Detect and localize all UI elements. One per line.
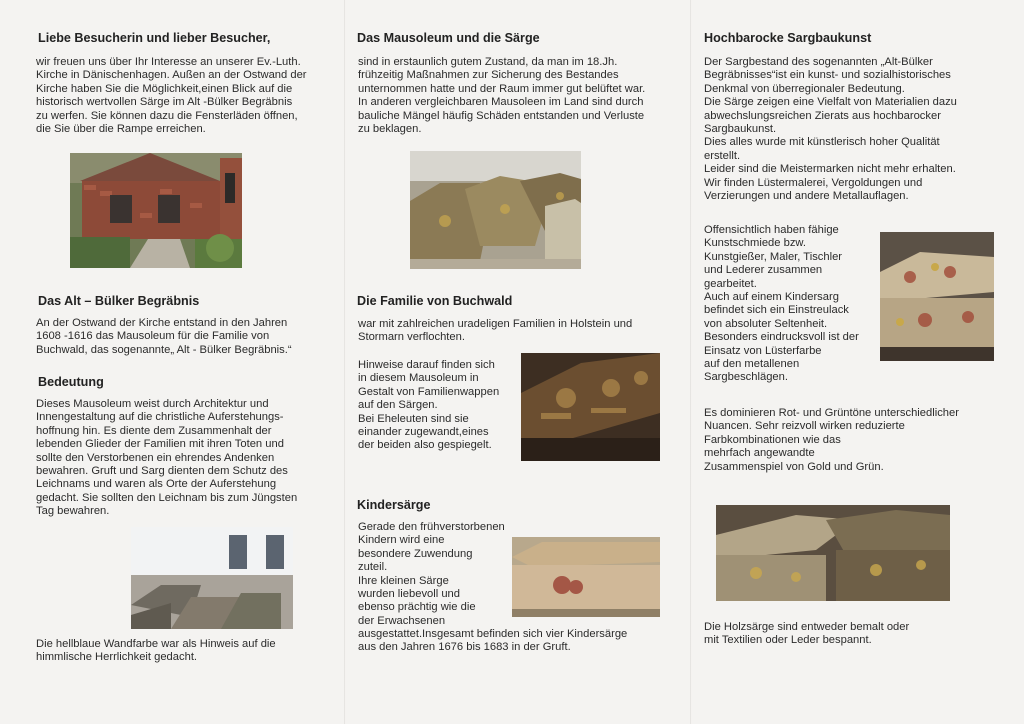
children-coffins-text: Gerade den frühverstorbenen Kindern wird eine besondere Zuwendung zuteil. Ihre kleinen Särge wurden liebevoll und ebenso prächtig wie die der Erwachsenen	[358, 521, 505, 627]
greeting-text: wir freuen uns über Ihr Interesse an unserer Ev.-Luth. Kirche in Dänischenhagen. Außen an der Ostwand der Kirche haben Sie die Möglichkeit,einen Blick auf die historisch wertvollen Särge im Alt -Bülker Begräbnis zu werfen. Sie können dazu die Fensterläden öffnen, die Sie über die Rampe erreichen.	[36, 56, 307, 136]
family-heading: Die Familie von Buchwald	[357, 294, 513, 308]
children-coffins-heading: Kindersärge	[357, 498, 431, 512]
hochbarock-heading: Hochbarocke Sargbaukunst	[704, 31, 872, 45]
coffins-row-photo	[716, 505, 950, 601]
mausoleum-heading: Das Mausoleum und die Särge	[357, 31, 540, 45]
hochbarock-text: Der Sargbestand des sogenannten „Alt-Bülker Begräbnisses“ist ein kunst- und sozialhistorisches Denkmal von überregionaler Bedeutung. Die Särge zeigen eine Vielfalt von Materialien dazu abwechslungsreichen Zierats aus hochbarocker Sargbaukunst. Dies alles wurde mit künstlerisch hoher Qualität erstellt. Leider sind die Meistermarken nicht mehr erhalten. Wir finden Lüstermalerei, Vergoldungen und Verzierungen und andere Metallauflagen.	[704, 56, 957, 203]
greeting-heading: Liebe Besucherin und lieber Besucher,	[38, 31, 271, 45]
coat-of-arms-photo	[521, 353, 660, 461]
child-coffin-photo	[512, 537, 660, 617]
image-caption-right: Die Holzsärge sind entweder bemalt oder mit Textilien oder Leder bespannt.	[704, 621, 910, 647]
lacquered-coffin-photo	[880, 232, 994, 361]
craftsmen-text: Offensichtlich haben fähige Kunstschmiede bzw. Kunstgießer, Maler, Tischler und Lederer zusammen gearbeitet. Auch auf einem Kindersarg befindet sich ein Einstreulack von absoluter Seltenheit. Besonders eindrucksvoll ist der Einsatz von Lüsterfarbe auf den metallenen Sargbeschlägen.	[704, 224, 859, 384]
panel-right	[692, 0, 1024, 724]
coffins-photo	[410, 151, 581, 269]
section-alt-buelker-heading: Das Alt – Bülker Begräbnis	[38, 294, 200, 308]
mausoleum-text: sind in erstaunlich gutem Zustand, da man im 18.Jh. frühzeitig Maßnahmen zur Sicherung des Bestandes unternommen hatte und der Raum immer gut belüftet war. In anderen vergleichbaren Mausoleen im Land sind durch bauliche Mängel häufig Schäden entstanden und Verluste zu beklagen.	[358, 56, 646, 136]
family-coats-text: Hinweise darauf finden sich in diesem Mausoleum in Gestalt von Familienwappen auf den Särgen. Bei Eheleuten sind sie einander zugewandt,eines der beiden also gespiegelt.	[358, 359, 500, 452]
section-alt-buelker-text: An der Ostwand der Kirche entstand in den Jahren 1608 -1616 das Mausoleum für die Familie von Buchwald, das sogenannte„ Alt - Bülker Begräbnis.“	[36, 317, 292, 356]
panel-left	[0, 0, 346, 724]
panel-middle	[346, 0, 692, 724]
children-coffins-text-end: ausgestattet.Insgesamt befinden sich vier Kindersärge aus den Jahren 1676 bis 1683 in der Gruft.	[358, 628, 628, 654]
section-bedeutung-heading: Bedeutung	[38, 375, 104, 389]
church-exterior-photo	[70, 153, 242, 268]
image-caption-left: Die hellblaue Wandfarbe war als Hinweis auf die himmlische Herrlichkeit gedacht.	[36, 638, 276, 664]
mausoleum-interior-photo	[131, 527, 293, 629]
family-text: war mit zahlreichen uradeligen Familien in Holstein und Stormarn verflochten.	[358, 318, 633, 344]
colors-text: Es dominieren Rot- und Grüntöne unterschiedlicher Nuancen. Sehr reizvoll wirken reduzierte Farbkombinationen wie das mehrfach angewandte Zusammenspiel von Gold und Grün.	[704, 407, 959, 473]
section-bedeutung-text: Dieses Mausoleum weist durch Architektur und Innengestaltung auf die christliche Auferstehungs- hoffnung hin. Es diente dem Zusammenhalt der lebenden Glieder der Familien mit ihren Toten und sollte den Verstorbenen ein ehrendes Andenken bewahren. Gruft und Sarg dienten dem Schutz des Leichnams und waren als Orte der Auferstehung gedacht. Sie sollten den Leichnam bis zum Jüngsten Tag bewahren.	[36, 398, 298, 518]
